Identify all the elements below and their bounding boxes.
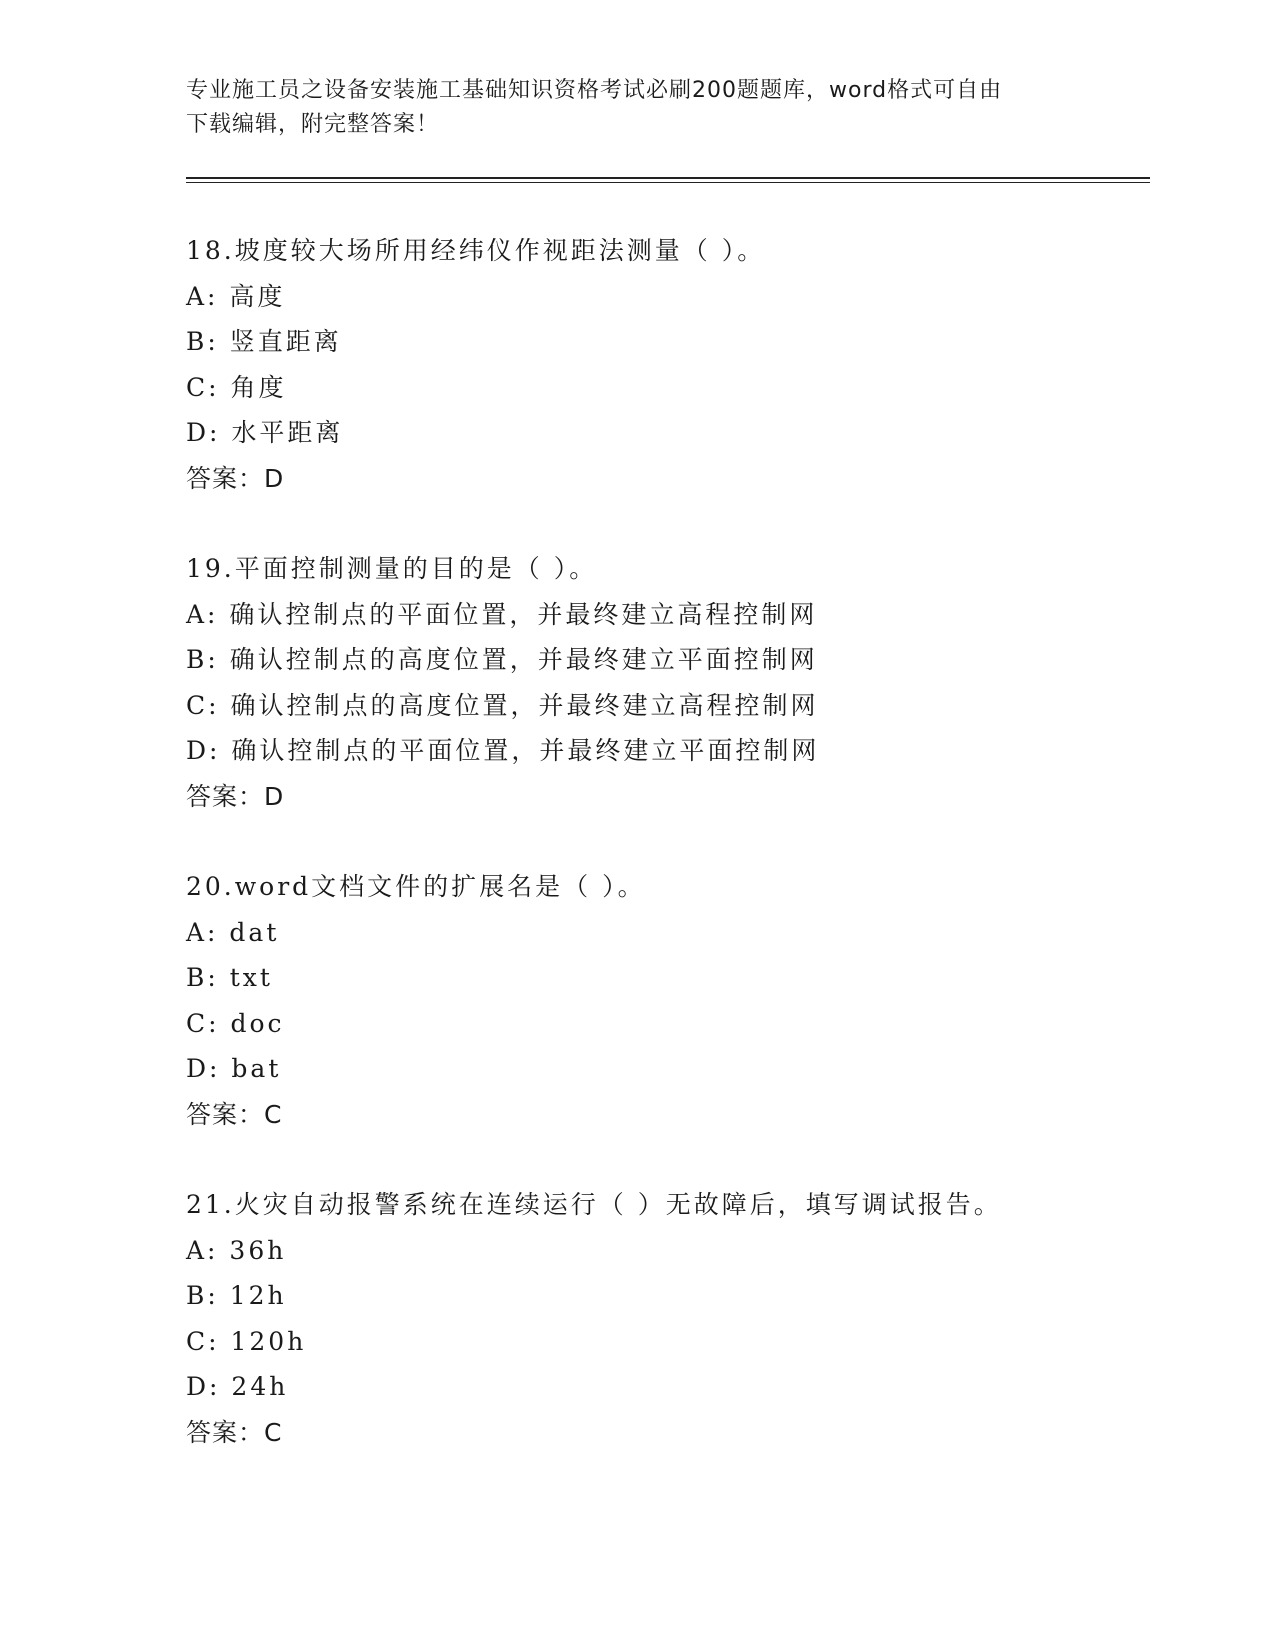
option-b: B: 12h bbox=[186, 1281, 287, 1310]
header-divider-thin bbox=[186, 182, 1150, 183]
question-19 bbox=[186, 546, 1146, 819]
option-b: B: txt bbox=[186, 963, 273, 992]
option-c: C: 120h bbox=[186, 1326, 307, 1356]
option-d: D: 水平距离 bbox=[186, 418, 344, 447]
option-c: C: 角度 bbox=[186, 372, 287, 402]
option-b: B: 竖直距离 bbox=[186, 327, 342, 356]
answer-line: 答案：C bbox=[186, 1417, 283, 1447]
question-18 bbox=[186, 228, 1146, 501]
option-d: D: bat bbox=[186, 1054, 282, 1083]
header-line-2: 下载编辑，附完整答案！ bbox=[186, 112, 440, 137]
option-a: A: 36h bbox=[186, 1235, 287, 1265]
answer-line: 答案：D bbox=[186, 463, 285, 493]
answer-line: 答案：C bbox=[186, 1099, 283, 1129]
document-header bbox=[186, 74, 1066, 142]
question-stem: 20.word文档文件的扩展名是（ ）。 bbox=[186, 872, 646, 901]
question-stem: 18.坡度较大场所用经纬仪作视距法测量（ ）。 bbox=[186, 236, 766, 265]
option-a: A: dat bbox=[186, 917, 280, 947]
option-b: B: 确认控制点的高度位置，并最终建立平面控制网 bbox=[186, 645, 818, 674]
option-d: D: 24h bbox=[186, 1372, 289, 1401]
question-20 bbox=[186, 864, 1146, 1137]
option-a: A: 确认控制点的平面位置，并最终建立高程控制网 bbox=[186, 599, 818, 629]
answer-line: 答案：D bbox=[186, 781, 285, 811]
question-21 bbox=[186, 1182, 1146, 1455]
option-a: A: 高度 bbox=[186, 281, 286, 311]
option-c: C: doc bbox=[186, 1008, 285, 1038]
header-line-1: 专业施工员之设备安装施工基础知识资格考试必刷200题题库，word格式可自由 bbox=[186, 78, 1003, 103]
question-stem: 19.平面控制测量的目的是（ ）。 bbox=[186, 554, 598, 583]
question-stem: 21.火灾自动报警系统在连续运行（ ）无故障后，填写调试报告。 bbox=[186, 1190, 1002, 1219]
header-divider-thick bbox=[186, 177, 1150, 179]
option-d: D: 确认控制点的平面位置，并最终建立平面控制网 bbox=[186, 736, 820, 765]
option-c: C: 确认控制点的高度位置，并最终建立高程控制网 bbox=[186, 690, 819, 720]
